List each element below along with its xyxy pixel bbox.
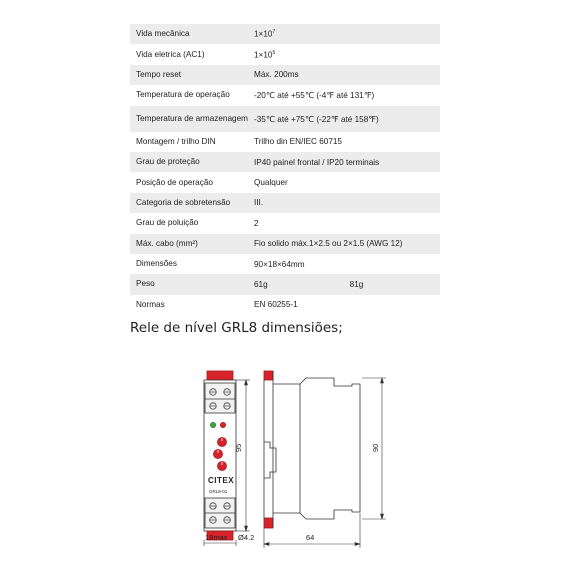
spec-value: Qualquer [254,178,288,188]
spec-value: 2 [254,218,259,228]
spec-value: -20℃ até +55℃ (-4℉ até 131℉) [254,91,375,101]
spec-value: 90×18×64mm [254,259,305,269]
top-terminals [205,383,235,413]
spec-label: Posição de operação [136,177,213,187]
dim-90-label: 90 [371,443,380,452]
spec-value: III. [254,198,264,208]
spec-label: Vida mecânica [136,29,190,39]
spec-label: Grau de poluição [136,218,199,228]
dim-95-label: 95 [234,443,243,452]
spec-label: Temperatura de armazenagem [136,113,248,123]
spec-value: EN 60255-1 [254,300,298,310]
spec-label: Montagem / trilho DIN [136,136,216,146]
spec-label: Máx. cabo (mm²) [136,238,198,248]
top-clip [207,371,233,380]
front-view [204,371,236,540]
side-view [264,371,360,528]
spec-label: Categoria de sobretensão [136,197,231,207]
spec-label: Normas [136,299,165,309]
spec-value: $1\times 10^7$ [254,29,276,40]
spec-value: 61g 81g [254,279,364,289]
spec-value: -35℃ até +75℃ (-22℉ até 158℉) [254,114,379,124]
brand-logo: CITEX [208,476,235,485]
spec-value: Fio solido máx.1×2.5 ou 2×1.5 (AWG 12) [254,239,403,249]
dim-width-side [264,513,360,548]
model-label: GRL8-01 [209,489,228,494]
side-bottom-clip [264,518,273,528]
dimensions-heading: Rele de nível GRL8 dimensiões; [130,320,343,336]
spec-label: Grau de proteção [136,157,200,167]
spec-value: Trilho din EN/IEC 60715 [254,137,342,147]
dim-height-front [236,380,250,531]
side-top-clip [264,371,273,380]
dim-64-label: 64 [306,533,315,542]
spec-label: Tempo reset [136,69,182,79]
dim-18max-label: 18max [205,533,228,542]
relay-led-icon [220,422,225,427]
spec-value: $1\times 10^5$ [254,49,276,60]
power-led-icon [210,422,215,427]
spec-label: Peso [136,279,155,289]
spec-label: Dimensões [136,259,177,269]
spec-value: IP40 painel frontal / IP20 terminais [254,157,380,167]
dim-hole-label: Ø4.2 [238,533,255,542]
spec-value: Máx. 200ms [254,70,299,80]
spec-label: Vida eletrica (AC1) [136,49,205,59]
spec-label: Temperatura de operação [136,90,230,100]
